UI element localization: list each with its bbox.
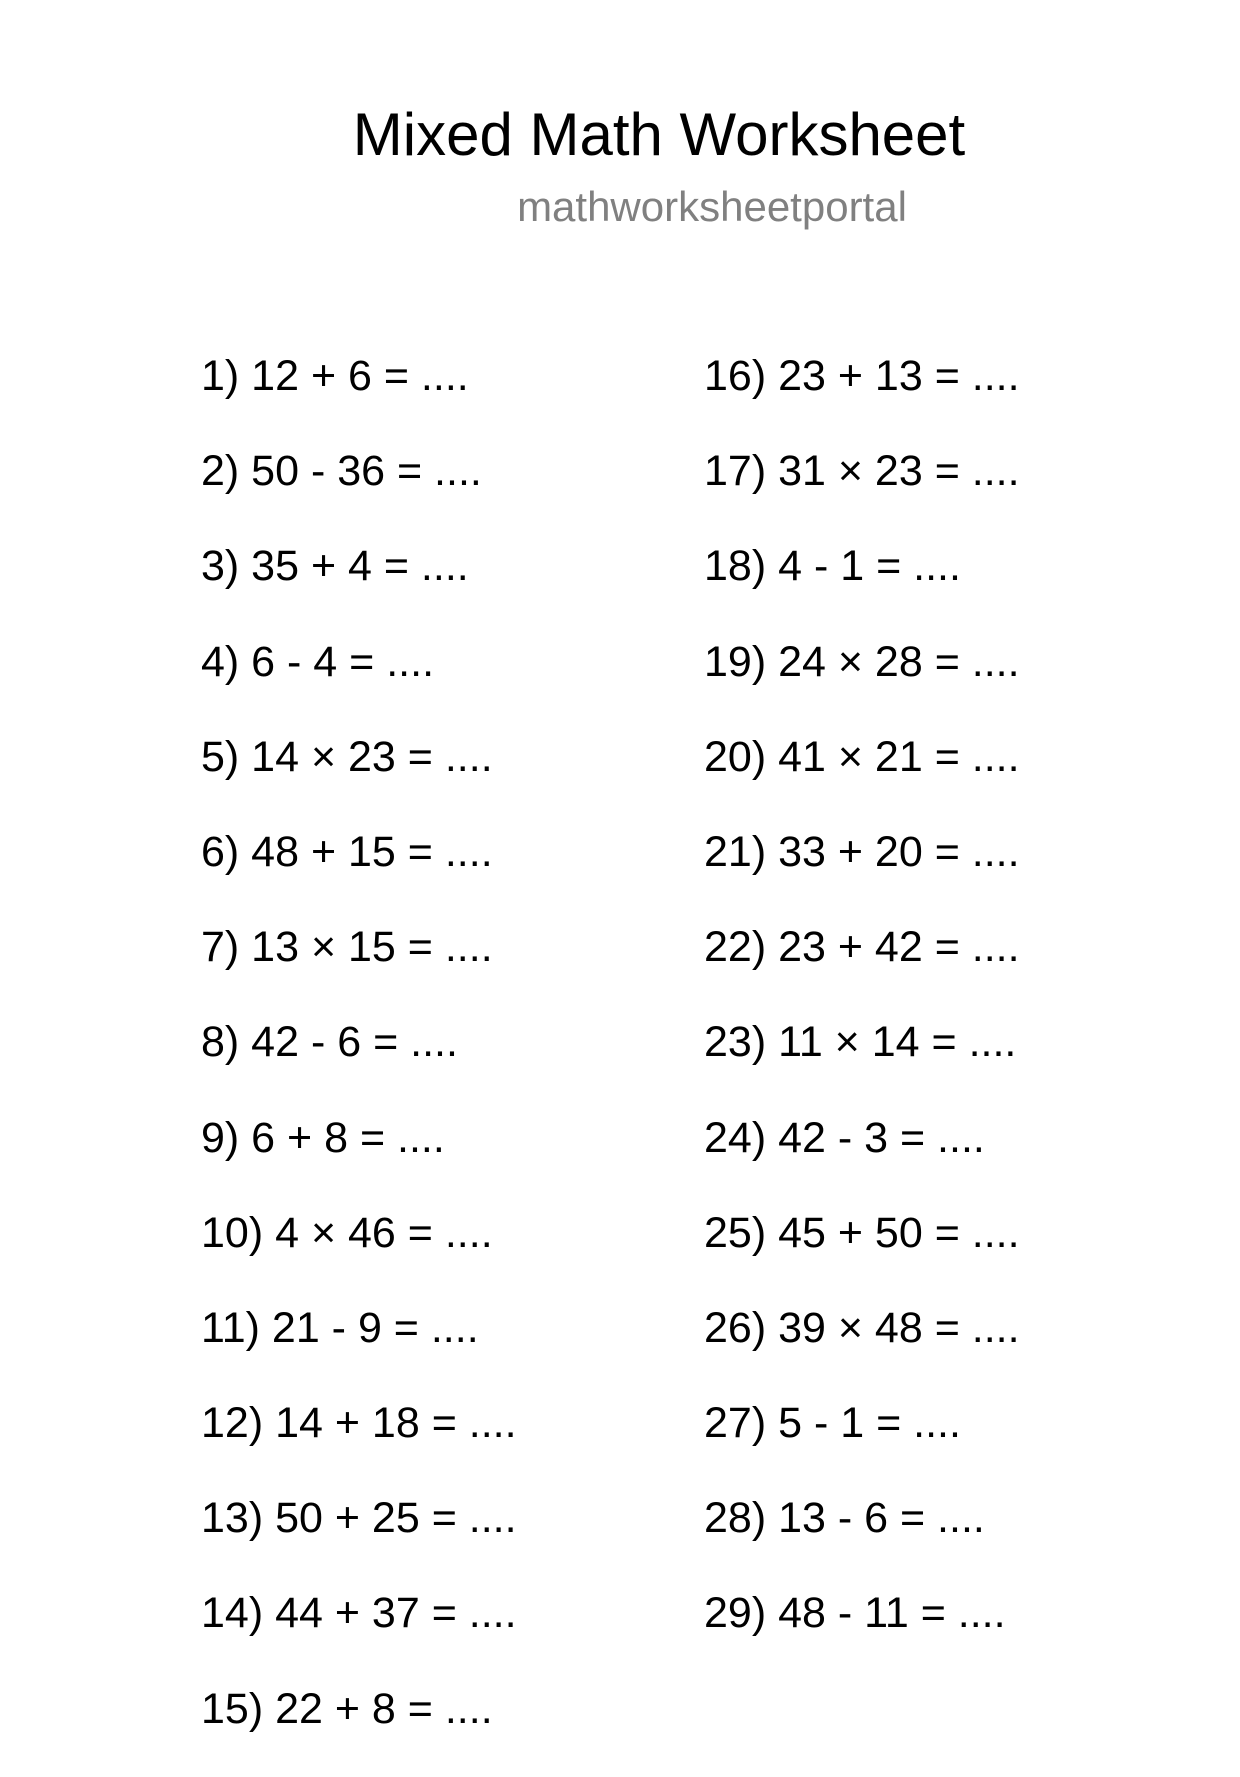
problem-column-left — [201, 349, 517, 1777]
math-problem: 2) 50 - 36 = .... — [201, 447, 482, 496]
math-problem: 7) 13 × 15 = .... — [201, 923, 493, 972]
math-problem: 3) 35 + 4 = .... — [201, 542, 469, 591]
source-watermark: mathworksheetportal — [517, 183, 907, 230]
math-problem: 11) 21 - 9 = .... — [201, 1303, 479, 1352]
math-problem: 23) 11 × 14 = .... — [704, 1018, 1017, 1067]
math-problem: 29) 48 - 11 = .... — [704, 1589, 1006, 1638]
math-problem: 15) 22 + 8 = .... — [201, 1684, 493, 1733]
math-problem: 16) 23 + 13 = .... — [704, 352, 1020, 400]
math-problem: 14) 44 + 37 = .... — [201, 1589, 517, 1638]
math-problem: 24) 42 - 3 = .... — [704, 1113, 985, 1162]
math-problem: 5) 14 × 23 = .... — [201, 732, 493, 781]
page-title: Mixed Math Worksheet — [352, 101, 966, 168]
math-problem: 19) 24 × 28 = .... — [704, 637, 1020, 686]
math-problem: 1) 12 + 6 = .... — [201, 352, 469, 400]
math-problem: 18) 4 - 1 = .... — [704, 542, 961, 591]
math-problem: 26) 39 × 48 = .... — [704, 1303, 1020, 1352]
math-problem: 28) 13 - 6 = .... — [704, 1494, 985, 1543]
math-problem: 4) 6 - 4 = .... — [201, 637, 435, 686]
math-problem: 13) 50 + 25 = .... — [201, 1494, 517, 1543]
math-problem: 8) 42 - 6 = .... — [201, 1018, 458, 1067]
math-problem: 17) 31 × 23 = .... — [704, 447, 1020, 496]
math-problem: 21) 33 + 20 = .... — [704, 827, 1020, 876]
math-problem: 20) 41 × 21 = .... — [704, 732, 1020, 781]
math-problem: 12) 14 + 18 = .... — [201, 1399, 517, 1448]
math-problem: 22) 23 + 42 = .... — [704, 923, 1020, 972]
problem-column-right — [704, 349, 1020, 1682]
math-problem: 27) 5 - 1 = .... — [704, 1399, 961, 1448]
math-problem: 6) 48 + 15 = .... — [201, 827, 493, 876]
math-problem: 9) 6 + 8 = .... — [201, 1113, 445, 1162]
math-problem: 25) 45 + 50 = .... — [704, 1208, 1020, 1257]
math-problem: 10) 4 × 46 = .... — [201, 1208, 493, 1257]
